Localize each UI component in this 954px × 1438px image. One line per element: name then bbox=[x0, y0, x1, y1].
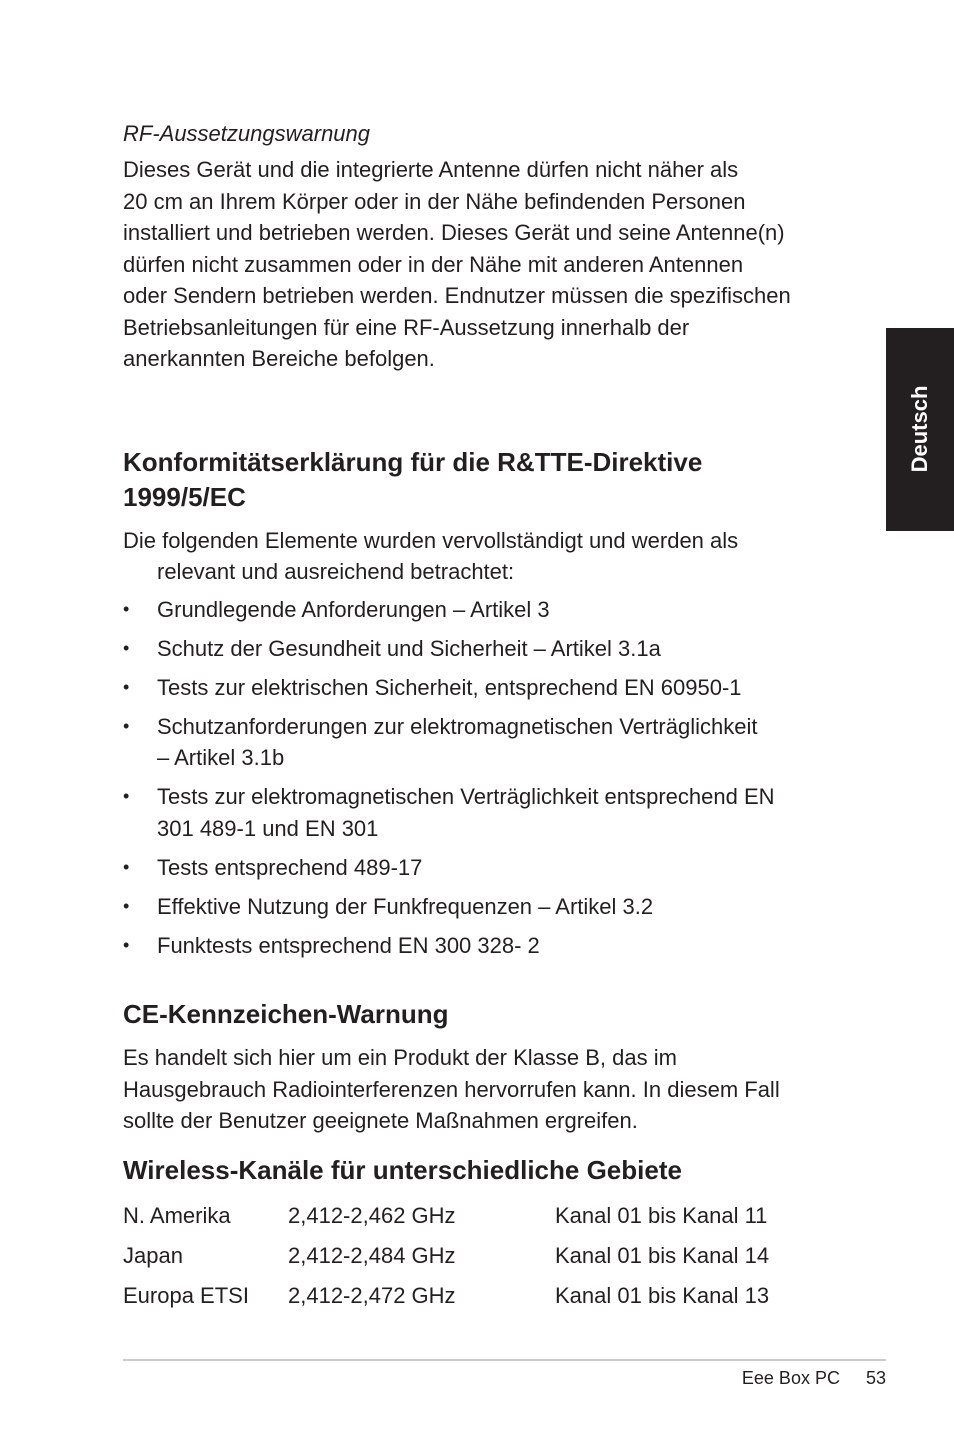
frequency-cell: 2,412-2,472 GHz bbox=[288, 1282, 456, 1308]
bullet-icon: • bbox=[123, 676, 130, 697]
list-item bbox=[123, 781, 838, 844]
bullet-icon: • bbox=[123, 637, 130, 658]
list-item-text: Tests zur elektrischen Sicherheit, entsprechend EN 60950-1 bbox=[157, 674, 742, 700]
footer-divider bbox=[123, 1359, 886, 1361]
rtte-intro bbox=[123, 525, 838, 588]
list-item bbox=[123, 711, 838, 774]
text-line: dürfen nicht zusammen oder in der Nähe mit anderen Antennen bbox=[123, 251, 744, 277]
list-item-text: Grundlegende Anforderungen – Artikel 3 bbox=[157, 596, 550, 622]
list-item-text: Tests entsprechend 489-17 bbox=[157, 854, 423, 880]
channels-cell: Kanal 01 bis Kanal 11 bbox=[555, 1202, 768, 1228]
region-cell: Europa ETSI bbox=[123, 1282, 249, 1308]
bullet-icon: • bbox=[123, 895, 130, 916]
list-item-text: Schutz der Gesundheit und Sicherheit – Artikel 3.1a bbox=[157, 635, 661, 661]
list-item bbox=[123, 672, 838, 704]
bullet-icon: • bbox=[123, 856, 130, 877]
text-line: Dieses Gerät und die integrierte Antenne dürfen nicht näher als bbox=[123, 157, 739, 182]
text-line: oder Sendern betrieben werden. Endnutzer müssen die spezifischen bbox=[123, 283, 791, 308]
text-line: installiert und betrieben werden. Dieses Gerät und seine Antenne(n) bbox=[123, 220, 785, 245]
list-item bbox=[123, 930, 838, 962]
channels-cell: Kanal 01 bis Kanal 13 bbox=[555, 1282, 770, 1308]
footer-product: Eee Box PC bbox=[741, 1368, 840, 1388]
region-cell: Japan bbox=[123, 1242, 183, 1268]
list-item-text: Effektive Nutzung der Funkfrequenzen – Artikel 3.2 bbox=[157, 893, 654, 919]
list-item bbox=[123, 633, 838, 665]
text-line: sollte der Benutzer geeignete Maßnahmen ergreifen. bbox=[123, 1108, 638, 1133]
bullet-icon: • bbox=[123, 715, 130, 736]
frequency-cell: 2,412-2,462 GHz bbox=[288, 1202, 456, 1228]
bullet-icon: • bbox=[123, 786, 130, 806]
list-item bbox=[123, 852, 838, 884]
text-line: Es handelt sich hier um ein Produkt der Klasse B, das im bbox=[123, 1045, 677, 1070]
list-item-text: – Artikel 3.1b bbox=[157, 745, 285, 770]
frequency-cell: 2,412-2,484 GHz bbox=[288, 1242, 456, 1268]
page-footer bbox=[742, 1366, 886, 1390]
list-item bbox=[123, 594, 838, 626]
rf-warning-heading: RF-Aussetzungswarnung bbox=[123, 121, 371, 146]
text-line: 20 cm an Ihrem Körper oder in der Nähe befindenden Personen bbox=[123, 188, 746, 214]
table-row bbox=[123, 1276, 769, 1316]
text-line: Die folgenden Elemente wurden vervollständigt und werden als bbox=[123, 527, 739, 553]
text-line: anerkannten Bereiche befolgen. bbox=[123, 346, 435, 371]
rtte-requirements-list bbox=[123, 594, 838, 962]
ce-warning-text bbox=[123, 1042, 838, 1137]
text-line: relevant und ausreichend betrachtet: bbox=[157, 559, 515, 584]
list-item bbox=[123, 891, 838, 923]
page-number: 53 bbox=[865, 1368, 886, 1388]
heading-line: Konformitätserklärung für die R&TTE-Direktive bbox=[123, 446, 703, 477]
list-item-text: 301 489-1 und EN 301 bbox=[157, 815, 379, 841]
channels-cell: Kanal 01 bis Kanal 14 bbox=[555, 1242, 770, 1268]
language-side-tab bbox=[886, 328, 954, 531]
rtte-heading bbox=[123, 445, 838, 515]
rf-warning-text bbox=[123, 154, 838, 375]
table-row bbox=[123, 1236, 769, 1276]
table-row bbox=[123, 1196, 769, 1236]
bullet-icon: • bbox=[123, 598, 130, 619]
text-line: Betriebsanleitungen für eine RF-Aussetzung innerhalb der bbox=[123, 314, 690, 340]
heading-line: 1999/5/EC bbox=[123, 481, 246, 512]
region-cell: N. Amerika bbox=[123, 1202, 231, 1228]
side-tab-label: Deutsch bbox=[907, 385, 932, 473]
wireless-channels-table bbox=[123, 1196, 769, 1316]
bullet-icon: • bbox=[123, 934, 130, 955]
wireless-heading: Wireless-Kanäle für unterschiedliche Gebiete bbox=[123, 1154, 682, 1185]
ce-heading: CE-Kennzeichen-Warnung bbox=[123, 999, 449, 1029]
list-item-text: Schutzanforderungen zur elektromagnetischen Verträglichkeit bbox=[157, 713, 758, 739]
list-item-text: Tests zur elektromagnetischen Verträglichkeit entsprechend EN bbox=[157, 784, 775, 809]
list-item-text: Funktests entsprechend EN 300 328- 2 bbox=[157, 932, 540, 958]
page-content bbox=[123, 118, 838, 1316]
text-line: Hausgebrauch Radiointerferenzen hervorrufen kann. In diesem Fall bbox=[123, 1076, 780, 1102]
